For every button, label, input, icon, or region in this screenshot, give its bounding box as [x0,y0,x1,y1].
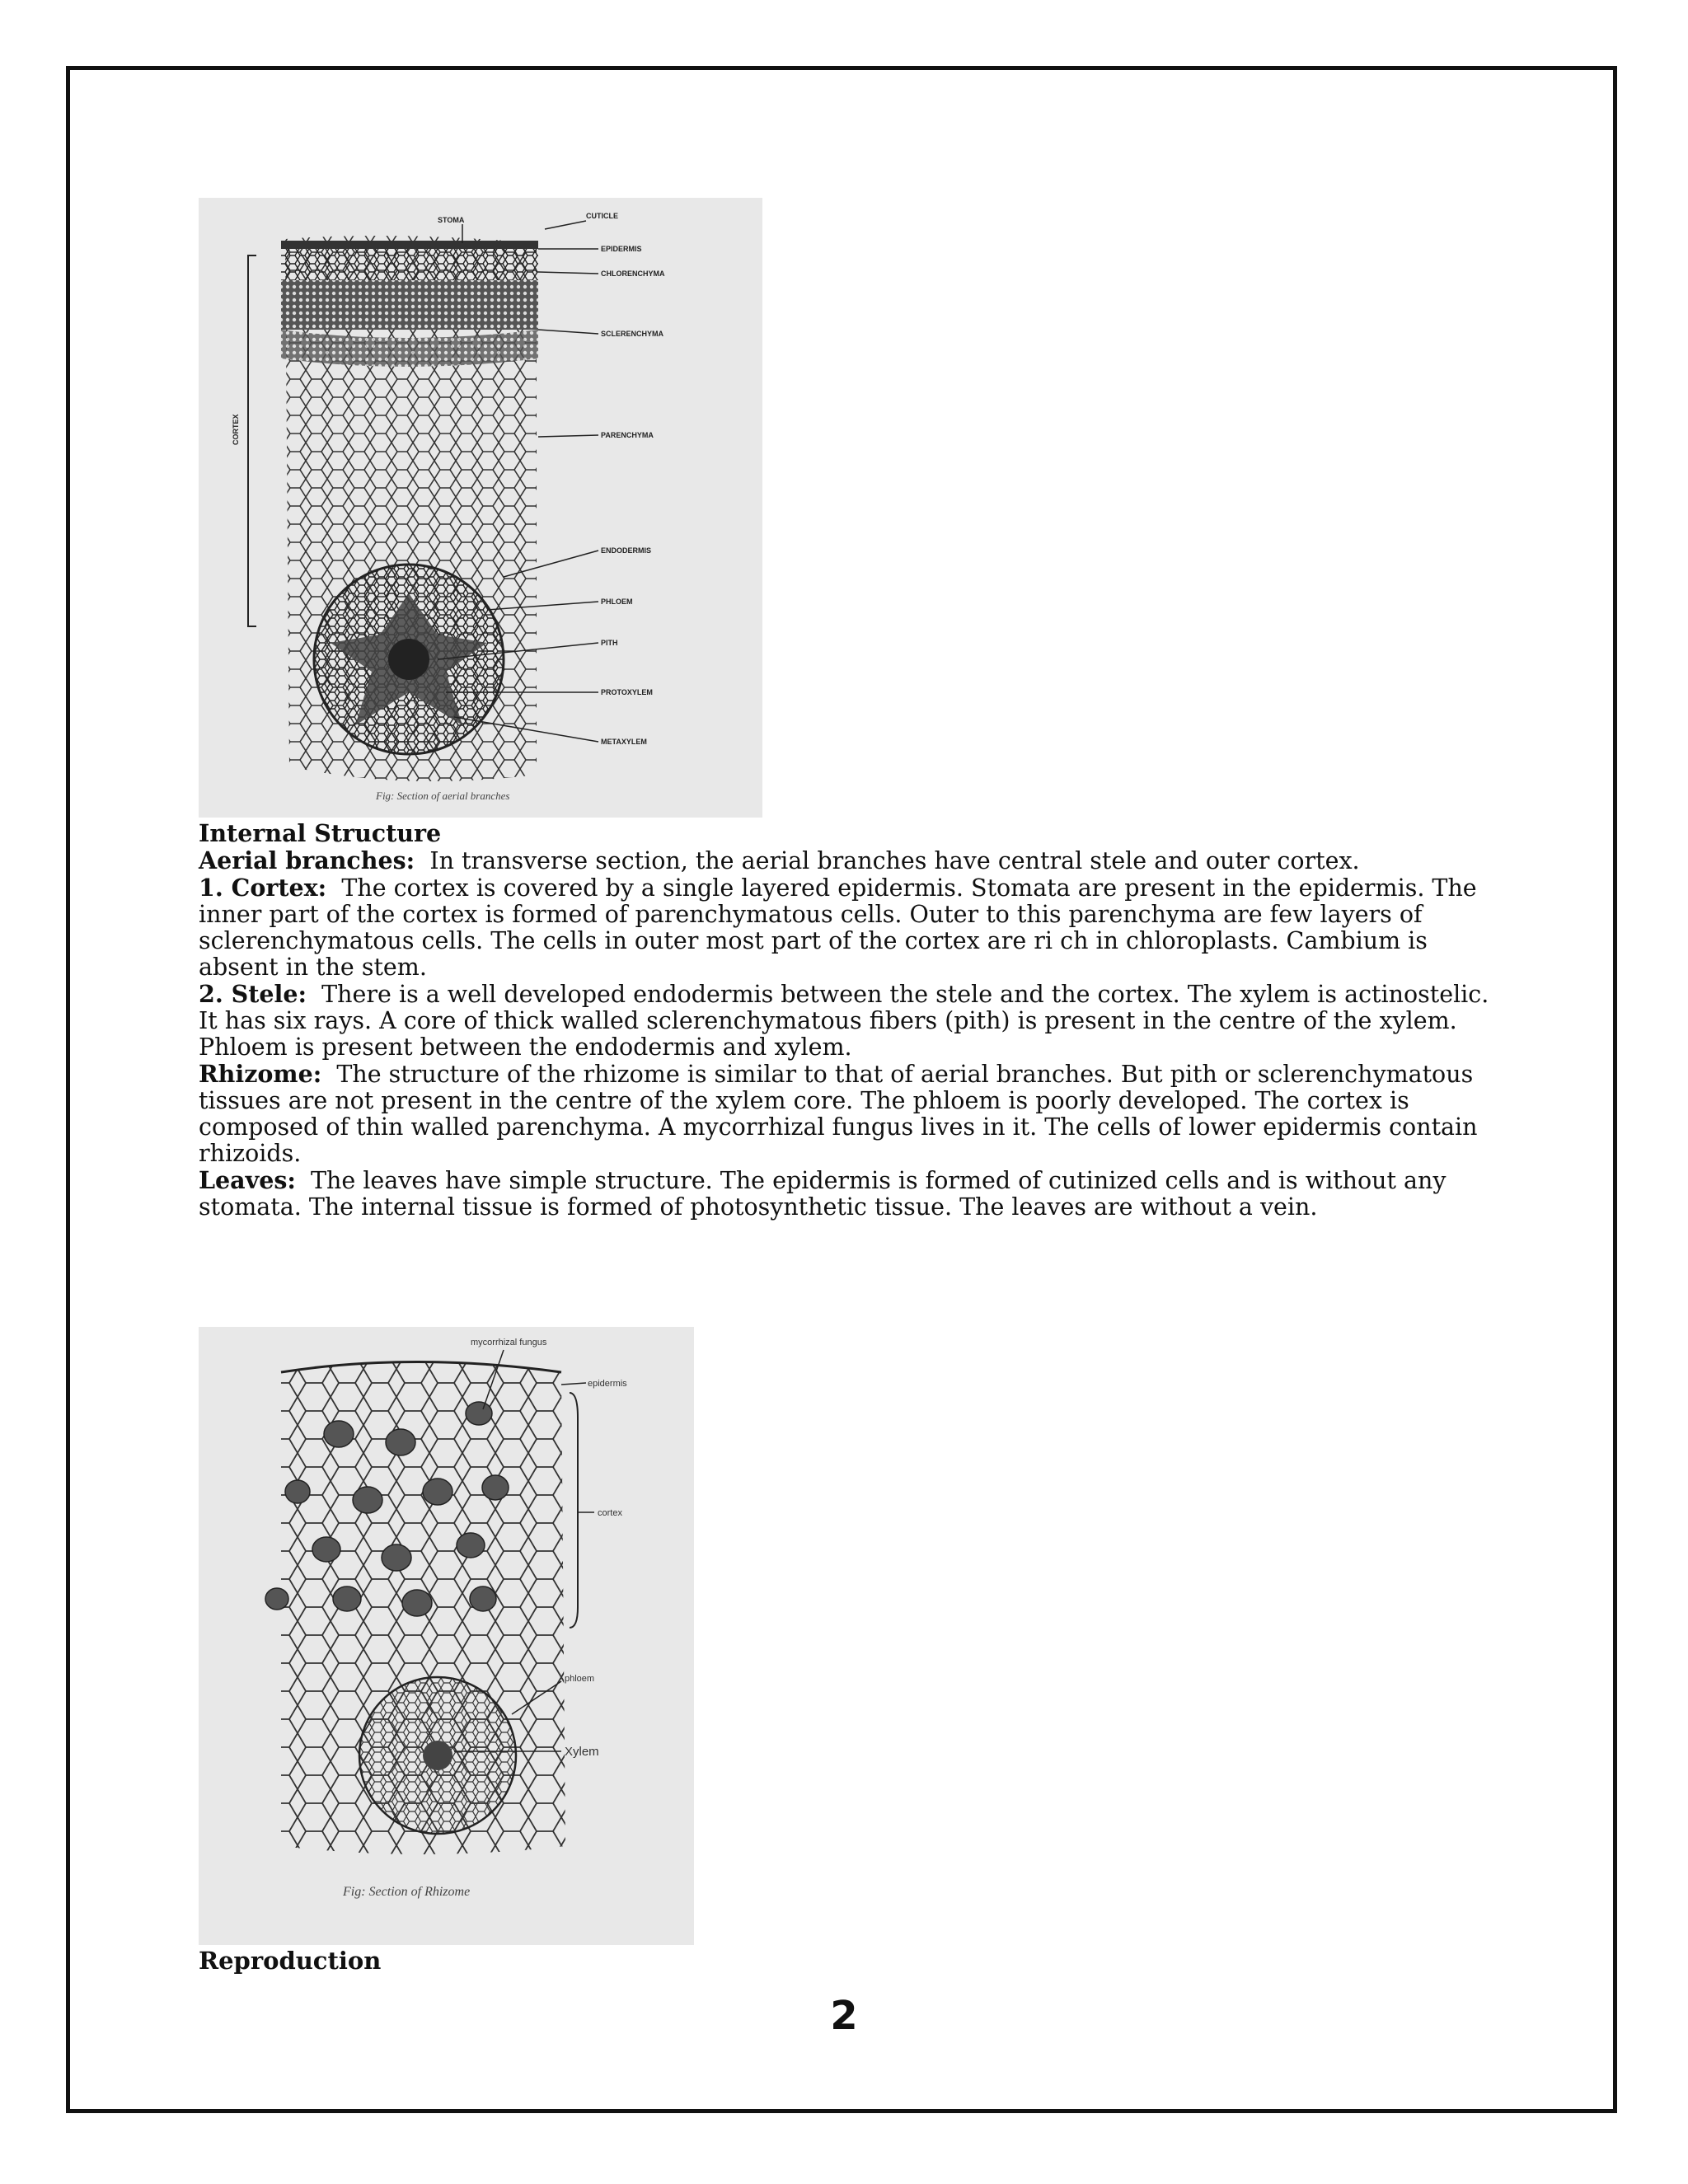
cortex-text: The cortex is covered by a single layered epidermis. Stomata are present in the epidermis. The inner part of the cortex is formed of parenchymatous cells. Outer to this parenchyma are few layers of sclerenchymatous cells. The cells in outer most part of the cortex are ri ch in chloroplasts. Cambium is absent in the stem. [199,874,1477,981]
fig2-label-cortex: cortex [598,1508,622,1518]
aerial-branch-diagram [199,198,762,818]
aerial-branches-label: Aerial branches: [199,846,415,874]
fig1-label-cortex: CORTEX [232,414,240,445]
rhizome-label: Rhizome: [199,1060,322,1088]
leaves-text: The leaves have simple structure. The epidermis is formed of cutinized cells and is without any stomata. The internal tissue is formed of photosynthetic tissue. The leaves are without a vein. [199,1167,1447,1221]
fig2-label-phloem: phloem [565,1674,595,1684]
fig1-label-metaxylem: METAXYLEM [601,738,647,746]
fig1-label-protoxylem: PROTOXYLEM [601,688,653,696]
fig1-caption: Fig: Section of aerial branches [376,790,510,802]
reproduction-heading: Reproduction [199,1947,382,1975]
fig1-label-pith: PITH [601,639,618,647]
leaves-label: Leaves: [199,1166,296,1194]
fig1-label-cuticle: CUTICLE [586,212,618,220]
rhizome-diagram [199,1327,694,1945]
fig1-label-chlorenchyma: CHLORENCHYMA [601,269,665,278]
fig2-label-xylem: Xylem [565,1745,599,1759]
figure-rhizome-section [199,1327,694,1945]
fig2-label-fungus: mycorrhizal fungus [471,1338,547,1347]
fig1-label-phloem: PHLOEM [601,598,633,606]
fig2-caption: Fig: Section of Rhizome [343,1885,471,1899]
stele-label: 2. Stele: [199,980,307,1008]
fig1-label-sclerenchyma: SCLERENCHYMA [601,330,664,338]
stele-text: There is a well developed endodermis between the stele and the cortex. The xylem is actinostelic. It has six rays. A core of thick walled sclerenchymatous fibers (pith) is present in the centre of the xylem. Phloem is present between the endodermis and xylem. [199,981,1489,1061]
fig2-label-epidermis: epidermis [588,1379,627,1389]
internal-structure-heading: Internal Structure [199,819,442,847]
fig1-label-parenchyma: PARENCHYMA [601,431,654,439]
cortex-label: 1. Cortex: [199,874,327,902]
figure-aerial-branch-section [199,198,762,818]
aerial-branches-text: In transverse section, the aerial branches have central stele and outer cortex. [429,847,1360,874]
body-text [199,820,1493,1221]
rhizome-text: The structure of the rhizome is similar to that of aerial branches. But pith or sclerenchymatous tissues are not present in the centre of the xylem core. The phloem is poorly developed. The cortex is composed of thin walled parenchyma. A mycorrhizal fungus lives in it. The cells of lower epidermis contain rhizoids. [199,1061,1478,1167]
fig1-label-stoma: STOMA [438,216,465,224]
page-number: 2 [830,1993,858,2039]
fig1-label-epidermis: EPIDERMIS [601,245,642,253]
fig1-label-endodermis: ENDODERMIS [601,546,652,555]
